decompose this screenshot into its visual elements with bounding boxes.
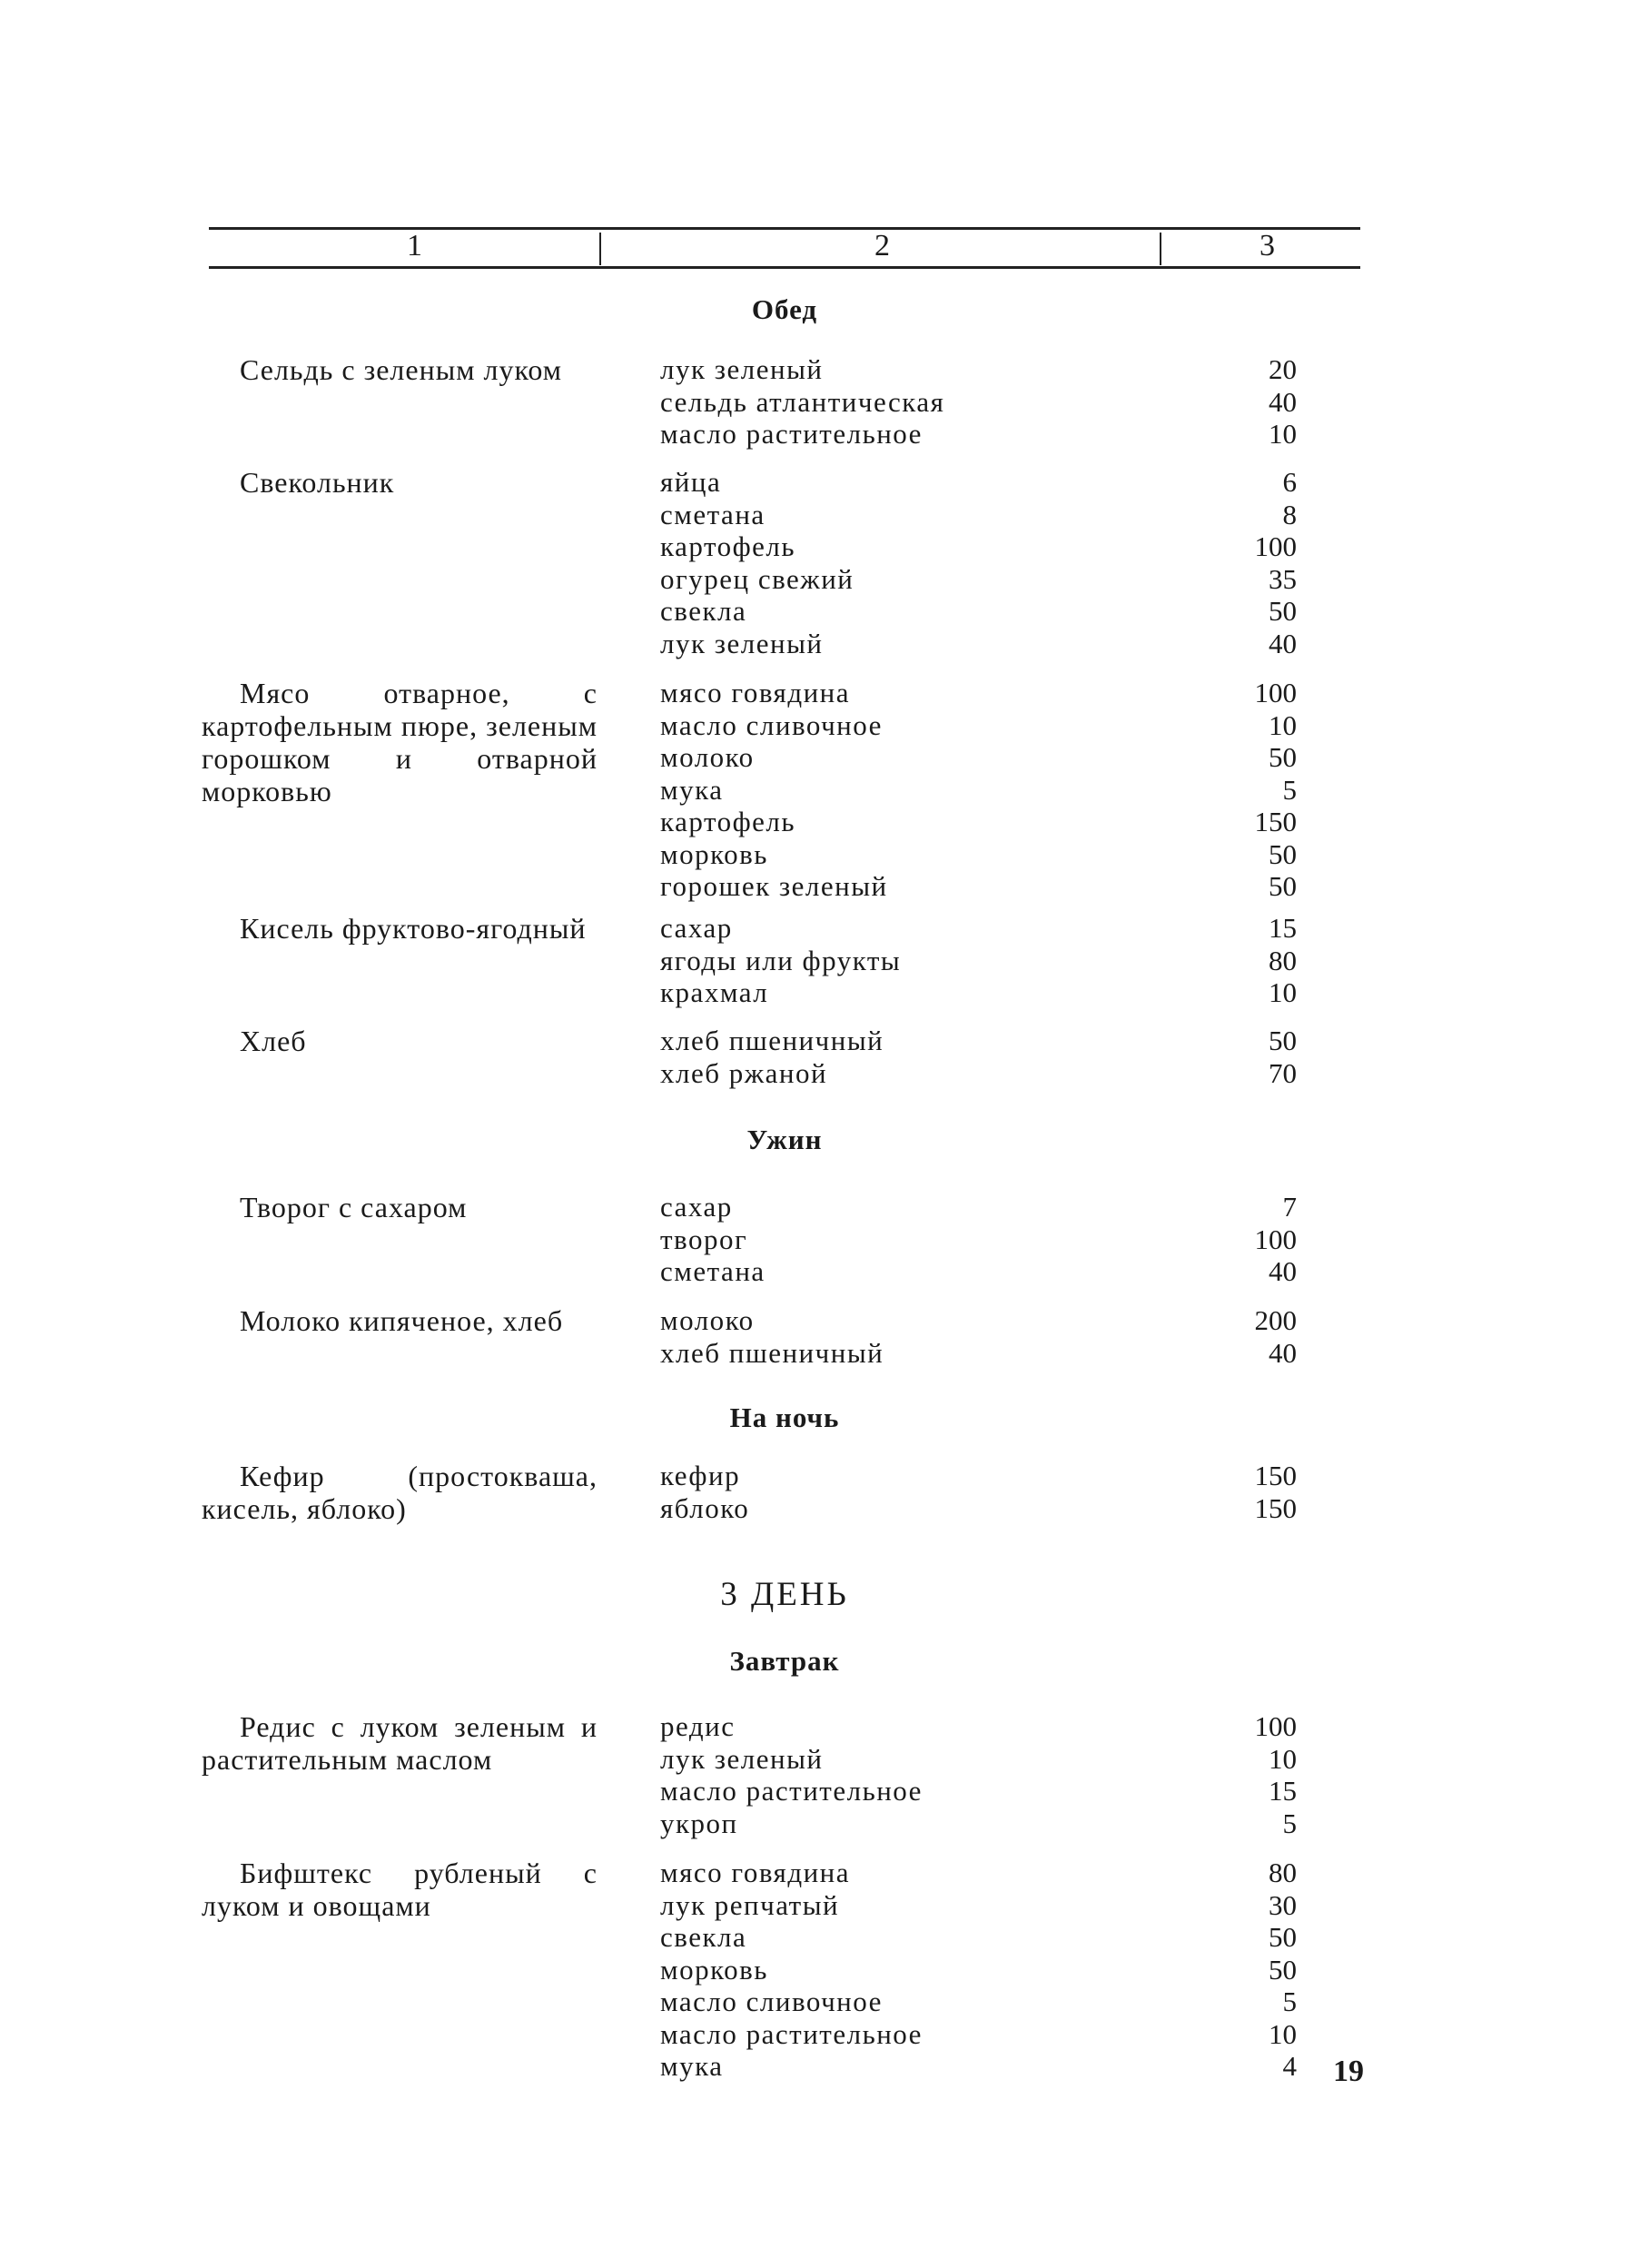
ingredient-quantity: 40 [1269,1336,1297,1369]
ingredient-name: сметана [660,1255,766,1287]
ingredient-quantity: 40 [1269,627,1297,659]
ingredient-quantity: 10 [1269,418,1297,450]
ingredient-quantity: 80 [1269,944,1297,976]
ingredient-quantity: 150 [1254,1460,1297,1491]
dish-name: Молоко кипяченое, хлеб [240,1304,564,1337]
ingredient-list [660,1191,1087,1288]
ingredient-quantity: 100 [1254,677,1297,708]
ingredient-quantity: 50 [1269,741,1297,773]
quantity-list [1117,1191,1297,1288]
quantity-list [1117,466,1297,659]
ingredient-quantity: 50 [1269,1921,1297,1953]
ingredient-name: масло растительное [660,2017,923,2050]
ingredient-list [660,353,1087,451]
ingredient-name: кефир [660,1460,741,1491]
ingredient-quantity: 5 [1282,773,1297,806]
ingredient-quantity: 200 [1254,1304,1297,1336]
ingredient-quantity: 35 [1269,562,1297,595]
ingredient-quantity: 50 [1269,595,1297,627]
ingredient-name: хлеб ржаной [660,1056,828,1089]
ingredient-quantity: 50 [1269,870,1297,902]
ingredient-name: свекла [660,595,747,627]
ingredient-list [660,912,1087,1009]
ingredient-name: огурец свежий [660,562,855,595]
quantity-list [1117,912,1297,1009]
ingredient-quantity: 50 [1269,837,1297,870]
ingredient-name: крахмал [660,976,769,1008]
column-number-3: 3 [1260,229,1275,262]
table-header-bottom-rule [209,266,1360,269]
ingredient-name: молоко [660,741,755,773]
ingredient-quantity: 10 [1269,976,1297,1008]
ingredient-quantity: 20 [1269,353,1297,385]
ingredient-quantity: 5 [1282,1986,1297,2017]
ingredient-name: масло растительное [660,1775,923,1807]
ingredient-name: яблоко [660,1491,750,1524]
quantity-list [1117,1304,1297,1369]
ingredient-name: лук репчатый [660,1888,840,1921]
ingredient-quantity: 4 [1282,2050,1297,2082]
ingredient-name: хлеб пшеничный [660,1336,884,1369]
ingredient-name: мясо говядина [660,677,851,708]
dish-name: Мясо отварное, с картофельным пюре, зеленым горошком и отварной морковью [202,677,598,807]
ingredient-quantity: 80 [1269,1857,1297,1888]
quantity-list [1117,1460,1297,1524]
section-title-supper: Ужин [746,1124,823,1155]
ingredient-name: лук зеленый [660,627,824,659]
ingredient-list [660,1025,1087,1089]
ingredient-list [660,677,1087,903]
dish-name: Кисель фруктово-ягодный [240,912,587,945]
quantity-list [1117,1025,1297,1089]
ingredient-quantity: 6 [1282,466,1297,498]
ingredient-name: картофель [660,806,796,837]
dish-name: Свекольник [240,466,395,499]
ingredient-quantity: 70 [1269,1056,1297,1089]
ingredient-list [660,466,1087,659]
quantity-list [1117,353,1297,451]
ingredient-name: яйца [660,466,722,498]
section-title-night: На ночь [729,1401,840,1433]
ingredient-name: сахар [660,1191,733,1223]
section-title-dinner: Обед [751,293,818,325]
ingredient-name: лук зеленый [660,1742,824,1775]
dish-name: Бифштекс рубленый с луком и овощами [202,1857,598,1922]
ingredient-quantity: 150 [1254,806,1297,837]
ingredient-name: масло сливочное [660,1986,883,2017]
ingredient-name: мясо говядина [660,1857,851,1888]
ingredient-name: картофель [660,530,796,562]
ingredient-name: свекла [660,1921,747,1953]
ingredient-quantity: 40 [1269,1255,1297,1287]
ingredient-name: укроп [660,1807,738,1839]
ingredient-name: мука [660,773,724,806]
dish-name: Сельдь с зеленым луком [240,353,562,386]
quantity-list [1117,677,1297,903]
ingredient-quantity: 100 [1254,1710,1297,1742]
dish-name: Хлеб [240,1025,307,1057]
ingredient-name: лук зеленый [660,353,824,385]
ingredient-name: сельдь атлантическая [660,385,945,418]
ingredient-list [660,1460,1087,1524]
ingredient-name: масло сливочное [660,708,883,741]
ingredient-name: молоко [660,1304,755,1336]
ingredient-quantity: 30 [1269,1888,1297,1921]
ingredient-name: масло растительное [660,418,923,450]
ingredient-quantity: 150 [1254,1491,1297,1524]
dish-name: Творог с сахаром [240,1191,468,1223]
column-separator [1160,233,1161,265]
ingredient-quantity: 100 [1254,1223,1297,1255]
ingredient-name: редис [660,1710,736,1742]
ingredient-name: горошек зеленый [660,870,888,902]
day-title: 3 ДЕНЬ [720,1576,849,1613]
ingredient-list [660,1710,1087,1839]
ingredient-quantity: 50 [1269,1953,1297,1986]
ingredient-name: сахар [660,912,733,944]
ingredient-quantity: 10 [1269,1742,1297,1775]
ingredient-quantity: 8 [1282,498,1297,530]
ingredient-name: хлеб пшеничный [660,1025,884,1056]
ingredient-quantity: 40 [1269,385,1297,418]
ingredient-name: творог [660,1223,748,1255]
ingredient-quantity: 10 [1269,2017,1297,2050]
ingredient-quantity: 100 [1254,530,1297,562]
table-header-top-rule [209,227,1360,230]
quantity-list [1117,1710,1297,1839]
ingredient-quantity: 15 [1269,1775,1297,1807]
ingredient-name: мука [660,2050,724,2082]
column-number-2: 2 [874,229,890,262]
ingredient-name: сметана [660,498,766,530]
ingredient-quantity: 15 [1269,912,1297,944]
dish-name: Кефир (простокваша, кисель, яблоко) [202,1460,598,1525]
page-number: 19 [1333,2055,1364,2088]
ingredient-quantity: 7 [1282,1191,1297,1223]
section-title-breakfast: Завтрак [729,1645,840,1677]
quantity-list [1117,1857,1297,2083]
ingredient-list [660,1857,1087,2083]
ingredient-list [660,1304,1087,1369]
dish-name: Редис с луком зеленым и растительным маслом [202,1710,598,1776]
ingredient-quantity: 5 [1282,1807,1297,1839]
ingredient-name: морковь [660,837,768,870]
column-number-1: 1 [407,229,422,262]
ingredient-name: ягоды или фрукты [660,944,902,976]
ingredient-quantity: 10 [1269,708,1297,741]
ingredient-quantity: 50 [1269,1025,1297,1056]
column-separator [599,233,601,265]
ingredient-name: морковь [660,1953,768,1986]
